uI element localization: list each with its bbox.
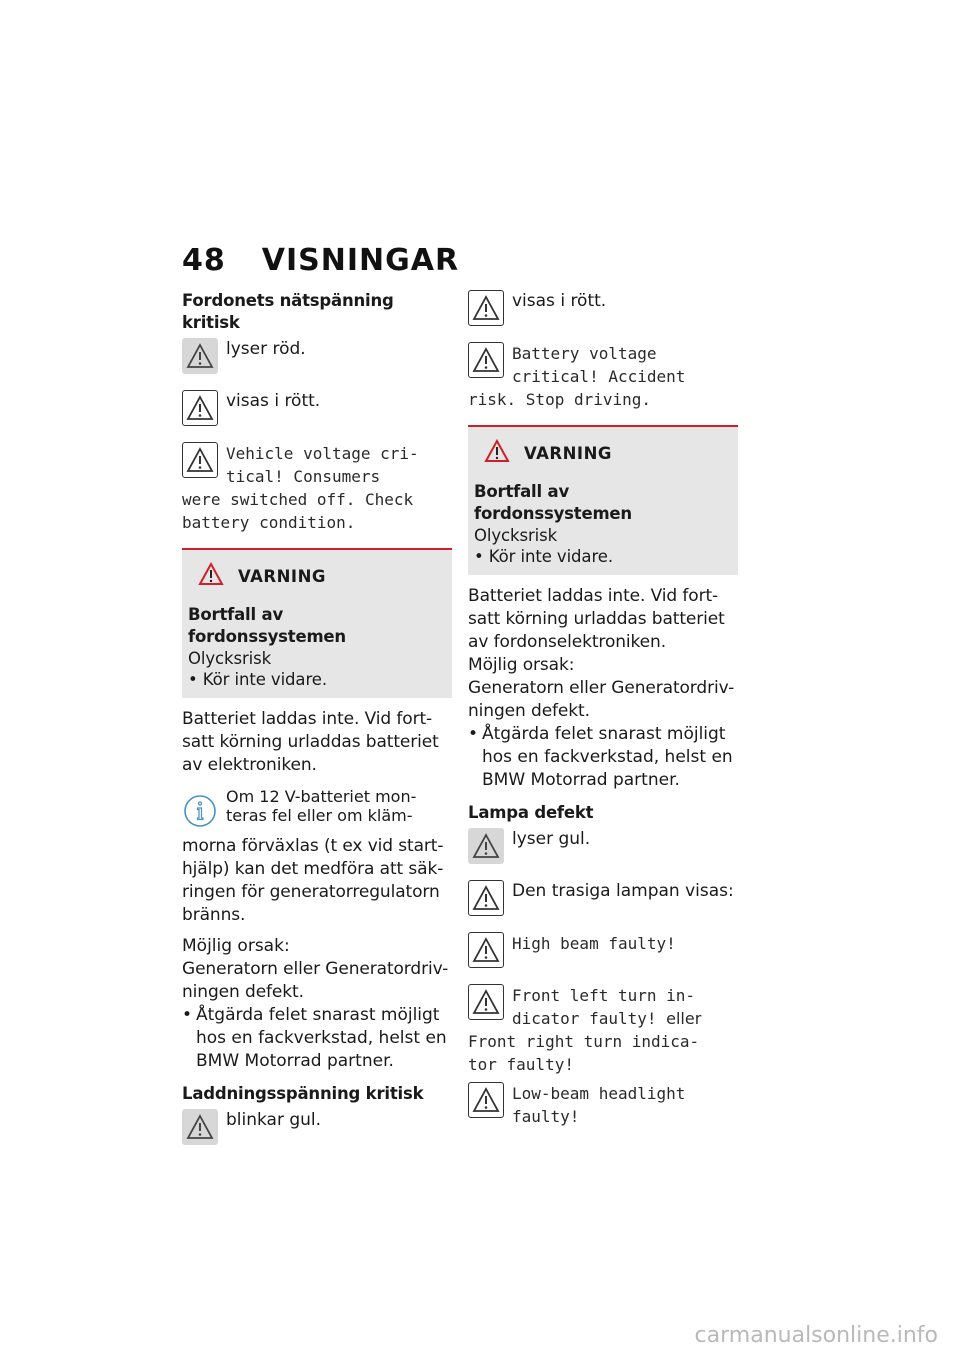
indicator-text: lyser röd. — [226, 339, 306, 359]
warning-risk: Olycksrisk — [474, 526, 558, 545]
indicator-row — [468, 828, 738, 872]
display-message: were switched off. Check — [182, 490, 414, 509]
warning-triangle-icon — [182, 390, 218, 426]
indicator-text: visas i rött. — [512, 291, 607, 311]
warning-action: • Kör inte vidare. — [188, 670, 327, 689]
indicator-row — [182, 338, 452, 382]
section-heading-lamp: Lampa defekt — [468, 803, 594, 822]
warning-triangle-icon — [198, 562, 224, 590]
warning-label: VARNING — [524, 443, 612, 463]
display-message: faulty! — [512, 1107, 580, 1126]
warning-triangle-icon — [468, 828, 504, 864]
indicator-text: visas i rött. — [226, 391, 321, 411]
display-message-row — [468, 342, 738, 388]
left-column — [182, 290, 452, 1161]
display-message-row — [182, 442, 452, 488]
warning-action: • Kör inte vidare. — [474, 547, 613, 566]
warning-triangle-icon — [182, 442, 218, 478]
display-message: High beam faulty! — [512, 934, 676, 953]
indicator-row — [468, 290, 738, 334]
action-text: Åtgärda felet snarast möjligt hos en fackverkstad, helst en BMW Motorrad partner. — [196, 1005, 447, 1071]
display-message-row — [468, 932, 738, 976]
action-text: Åtgärda felet snarast möjligt hos en fackverkstad, helst en BMW Motorrad partner. — [482, 724, 733, 790]
paragraph: Batteriet laddas inte. Vid fort-satt körning urladdas batteriet av fordonselektroniken. — [468, 586, 725, 652]
cause-label: Möjlig orsak: — [468, 655, 575, 675]
section-heading-voltage: Fordonets nätspänning kritisk — [182, 291, 394, 332]
warning-risk: Olycksrisk — [188, 649, 272, 668]
warning-triangle-icon — [468, 984, 504, 1020]
display-message: Front right turn indica- — [468, 1032, 700, 1051]
warning-triangle-icon — [468, 1082, 504, 1118]
watermark: carmanualsonline.info — [694, 1323, 938, 1348]
page-header — [182, 243, 459, 278]
display-message: battery condition. — [182, 513, 356, 532]
display-message: critical! Accident — [512, 367, 686, 386]
display-message: risk. Stop driving. — [468, 390, 652, 409]
cause-text: Generatorn eller Generatordriv-ningen defekt. — [182, 959, 449, 1002]
display-message: dicator faulty! — [512, 1009, 657, 1028]
action-item: • Åtgärda felet snarast möjligt hos en fackverkstad, helst en BMW Motorrad partner. — [182, 1005, 447, 1071]
cause-text: Generatorn eller Generatordriv-ningen defekt. — [468, 678, 735, 721]
display-message: tor faulty! — [468, 1055, 574, 1074]
warning-triangle-icon — [468, 880, 504, 916]
indicator-row — [182, 1109, 452, 1153]
warning-heading: Bortfall av fordonssystemen — [474, 482, 632, 523]
info-text: teras fel eller om kläm- — [226, 806, 413, 825]
info-icon — [182, 793, 218, 833]
action-item: • Åtgärda felet snarast möjligt hos en fackverkstad, helst en BMW Motorrad partner. — [468, 724, 733, 790]
page-number: 48 — [182, 243, 226, 278]
warning-heading: Bortfall av fordonssystemen — [188, 605, 346, 646]
warning-panel — [182, 548, 452, 698]
display-message: Low-beam headlight — [512, 1084, 686, 1103]
display-message-row — [468, 1082, 738, 1128]
display-message-line — [468, 1007, 738, 1030]
warning-triangle-icon — [484, 439, 510, 467]
indicator-row — [182, 390, 452, 434]
display-message: Vehicle voltage cri- — [226, 444, 419, 463]
indicator-text: blinkar gul. — [226, 1110, 322, 1130]
warning-triangle-icon — [468, 932, 504, 968]
page-title: VISNINGAR — [261, 243, 460, 278]
display-message: Battery voltage — [512, 344, 657, 363]
display-message-row — [468, 984, 738, 1030]
indicator-text: lyser gul. — [512, 829, 591, 849]
indicator-row — [468, 880, 738, 924]
warning-triangle-icon — [182, 338, 218, 374]
cause-label: Möjlig orsak: — [182, 936, 290, 956]
display-message: Front left turn in- — [512, 986, 696, 1005]
warning-triangle-icon — [468, 290, 504, 326]
info-text: morna förväxlas (t ex vid start-hjälp) kan det medföra att säk-ringen för generatorregulatorn bränns. — [182, 836, 444, 925]
warning-label: VARNING — [238, 566, 326, 586]
display-message: tical! Consumers — [226, 467, 381, 486]
warning-triangle-icon — [182, 1109, 218, 1145]
warning-panel — [468, 425, 738, 575]
section-heading-charging: Laddningsspänning kritisk — [182, 1084, 424, 1103]
warning-triangle-icon — [468, 342, 504, 378]
info-note — [182, 787, 452, 837]
paragraph: Batteriet laddas inte. Vid fort-satt körning urladdas batteriet av elektroniken. — [182, 709, 439, 775]
connector-word: eller — [666, 1009, 702, 1028]
indicator-text: Den trasiga lampan visas: — [512, 881, 734, 901]
right-column — [468, 290, 738, 1136]
info-text: Om 12 V-batteriet mon- — [226, 787, 417, 806]
